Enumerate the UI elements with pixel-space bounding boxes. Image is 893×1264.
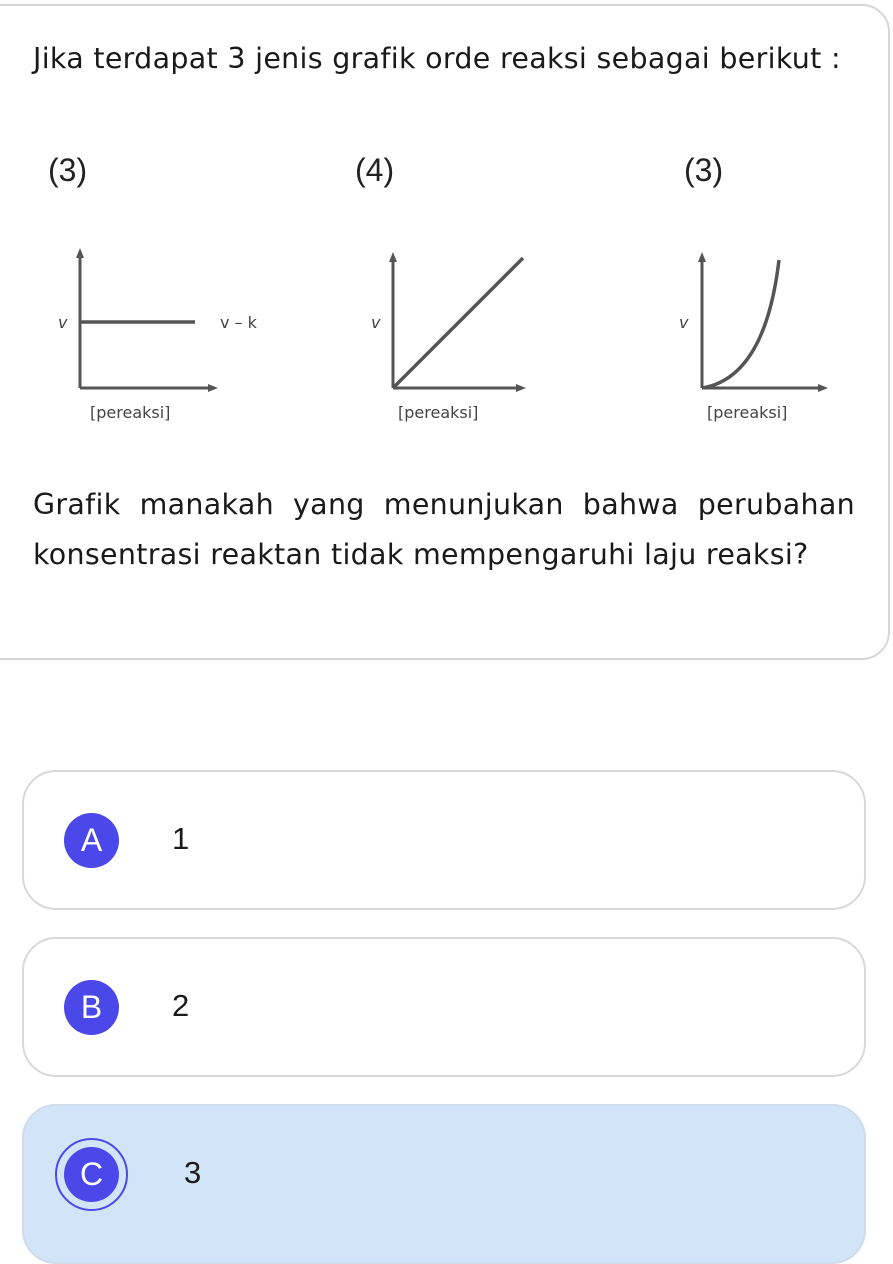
option-c[interactable]: [22, 1104, 866, 1264]
option-b[interactable]: [22, 937, 866, 1077]
graph-3-xlabel: [pereaksi]: [707, 403, 788, 422]
option-c-value: 3: [184, 1155, 202, 1190]
graph-1-y-arrow: [76, 248, 84, 258]
option-c-letter: C: [64, 1147, 119, 1202]
graph-1-label: (3): [48, 152, 88, 188]
graph-3-label: (3): [684, 152, 724, 188]
graph-3-x-arrow: [818, 384, 828, 392]
option-b-value: 2: [172, 988, 190, 1023]
graph-1-annotation: v – k: [220, 313, 257, 332]
option-a[interactable]: [22, 770, 866, 910]
graph-2-ylabel: v: [371, 313, 381, 332]
graph-2-x-arrow: [516, 384, 526, 392]
graph-2: [348, 230, 568, 430]
graph-3-y-arrow: [698, 252, 706, 262]
graph-2-y-arrow: [389, 252, 397, 262]
graph-3-plot-curve: [702, 260, 779, 388]
graph-2-plot-line: [393, 258, 523, 388]
option-a-value: 1: [172, 821, 190, 856]
graph-2-label: (4): [355, 152, 395, 188]
graph-2-xlabel: [pereaksi]: [398, 403, 479, 422]
option-b-letter: B: [64, 980, 119, 1035]
graph-3-ylabel: v: [679, 313, 689, 332]
graph-1-x-arrow: [208, 384, 218, 392]
graph-1-xlabel: [pereaksi]: [90, 403, 171, 422]
graph-1-ylabel: v: [58, 313, 68, 332]
question-intro: Jika terdapat 3 jenis grafik orde reaksi sebagai berikut :: [33, 42, 841, 75]
graph-3: [657, 230, 867, 430]
question-prompt: Grafik manakah yang menunjukan bahwa perubahan konsentrasi reaktan tidak mempengaruhi laju reaksi?: [33, 488, 855, 571]
graph-1: [30, 230, 290, 430]
option-a-letter: A: [64, 813, 119, 868]
